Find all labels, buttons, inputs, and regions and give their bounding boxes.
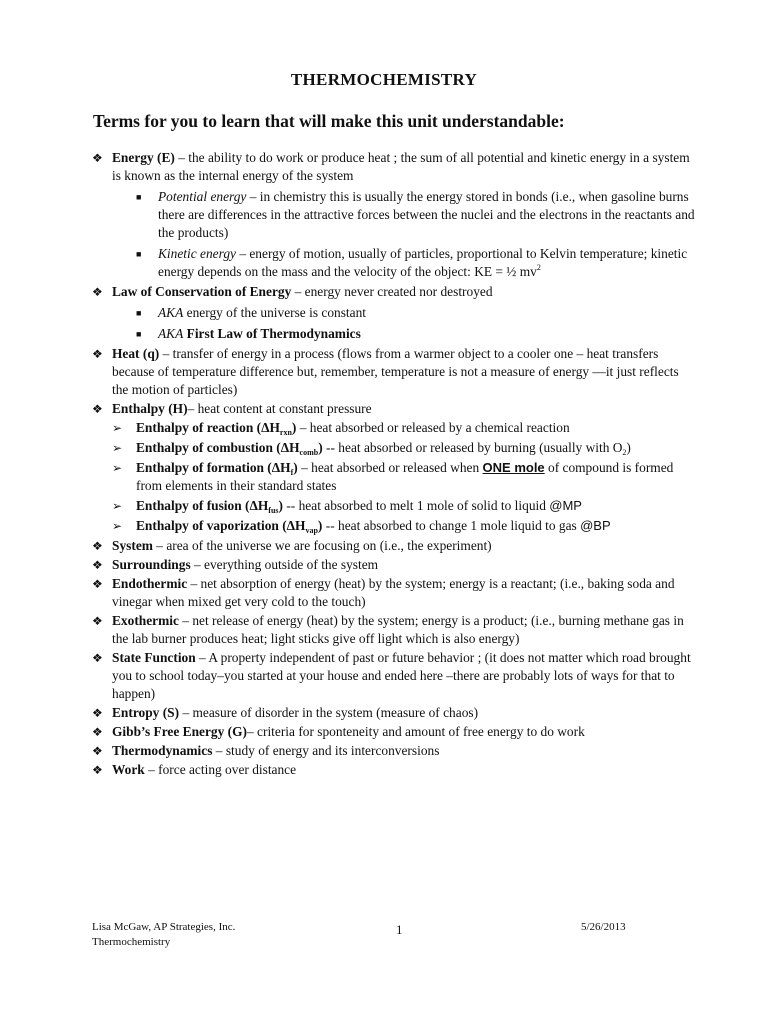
list-item-enthalpy: ❖ Enthalpy (H)– heat content at constant pressure — [92, 401, 372, 416]
list-item-conservation: ❖ Law of Conservation of Energy – energy never created nor destroyed — [92, 284, 493, 299]
diamond-bullet-icon: ❖ — [92, 725, 103, 739]
footer-date: 5/26/2013 — [581, 921, 626, 933]
page-title: THERMOCHEMISTRY — [290, 70, 478, 89]
list-item-work: ❖ Work – force acting over distance — [92, 762, 297, 777]
diamond-bullet-icon: ❖ — [92, 558, 103, 572]
square-bullet-icon: ■ — [136, 192, 142, 202]
list-item-endothermic: ❖ Endothermic – net absorption of energy (heat) by the system; energy is a reactant; (i.e., baking soda and vinegar when mixed get very cold to the touch) — [92, 576, 675, 609]
list-item-enthalpy-combustion: ➢ Enthalpy of combustion $(\Delta H_{comb})$ -- heat absorbed or released by burning (usually with $O_2$) — [112, 440, 631, 457]
list-item-aka-first-law: ■ AKA First Law of Thermodynamics — [136, 326, 361, 341]
diamond-bullet-icon: ❖ — [92, 402, 103, 416]
arrow-bullet-icon: ➢ — [112, 461, 123, 475]
diamond-bullet-icon: ❖ — [92, 577, 103, 591]
diamond-bullet-icon: ❖ — [92, 744, 103, 758]
footer-left — [92, 920, 235, 950]
diamond-bullet-icon: ❖ — [92, 706, 103, 720]
diamond-bullet-icon: ❖ — [92, 614, 103, 628]
arrow-bullet-icon: ➢ — [112, 519, 123, 533]
arrow-bullet-icon: ➢ — [112, 441, 123, 455]
diamond-bullet-icon: ❖ — [92, 651, 103, 665]
list-item-enthalpy-formation: ➢ Enthalpy of formation $(\Delta H_f)$ – heat absorbed or released when ONE mole of compound is formed from elements in their standard states — [112, 460, 674, 493]
diamond-bullet-icon: ❖ — [92, 763, 103, 777]
diamond-bullet-icon: ❖ — [92, 347, 103, 361]
list-item-heat: ❖ Heat (q) – transfer of energy in a process (flows from a warmer object to a cooler one – heat transfers because of temperature difference but, remember, temperature is not a measure of energy —it just reflects the motion of particles) — [92, 346, 679, 397]
terms-list — [0, 149, 768, 780]
list-item-state-function: ❖ State Function – A property independent of past or future behavior ; (it does not matter which road brought you to school today–you started at your house and ended here –there are probably lots of ways for that to happen) — [92, 650, 691, 701]
diamond-bullet-icon: ❖ — [92, 151, 103, 165]
square-bullet-icon: ■ — [136, 308, 142, 318]
footer-topic: Thermochemistry — [92, 936, 171, 948]
footer-author: Lisa McGaw, AP Strategies, Inc. — [92, 921, 236, 933]
arrow-bullet-icon: ➢ — [112, 499, 123, 513]
list-item-entropy: ❖ Entropy (S) – measure of disorder in the system (measure of chaos) — [92, 705, 479, 720]
list-item-gibbs: ❖ Gibb’s Free Energy (G)– criteria for sponteneity and amount of free energy to do work — [92, 724, 585, 739]
arrow-bullet-icon: ➢ — [112, 421, 123, 435]
list-item-enthalpy-reaction: ➢ Enthalpy of reaction $(\Delta H_{rxn})$ – heat absorbed or released by a chemical reaction — [112, 420, 570, 437]
square-bullet-icon: ■ — [136, 249, 142, 259]
list-item-aka-universe: ■ AKA energy of the universe is constant — [136, 305, 367, 320]
list-item-energy: ❖ Energy (E) – the ability to do work or produce heat ; the sum of all potential and kinetic energy in a system is known as the internal energy of the system — [92, 150, 690, 183]
list-item-enthalpy-fusion: ➢ Enthalpy of fusion $(\Delta H_{fus})$ -- heat absorbed to melt 1 mole of solid to liquid @MP — [112, 498, 582, 515]
list-item-thermodynamics: ❖ Thermodynamics – study of energy and its interconversions — [92, 743, 440, 758]
page-number: 1 — [396, 922, 403, 937]
list-item-surroundings: ❖ Surroundings – everything outside of the system — [92, 557, 379, 572]
list-item-exothermic: ❖ Exothermic – net release of energy (heat) by the system; energy is a product; (i.e., burning methane gas in the lab burner produces heat; light sticks give off light which is also energy) — [92, 613, 684, 646]
list-item-enthalpy-vaporization: ➢ Enthalpy of vaporization $(\Delta H_{vap})$ -- heat absorbed to change 1 mole liquid to gas @BP — [112, 518, 611, 535]
list-item-potential-energy: ■ Potential energy – in chemistry this is usually the energy stored in bonds (i.e., when gasoline burns there are differences in the attractive forces between the nuclei and the electrons in the reactants and the products) — [136, 189, 695, 240]
list-item-system: ❖ System – area of the universe we are focusing on (i.e., the experiment) — [92, 538, 492, 553]
square-bullet-icon: ■ — [136, 329, 142, 339]
list-item-kinetic-energy: ■ Kinetic energy – energy of motion, usually of particles, proportional to Kelvin temperature; kinetic energy depends on the mass and the velocity of the object: KE = ½ $mv^2$ — [136, 246, 688, 279]
diamond-bullet-icon: ❖ — [92, 539, 103, 553]
page-subtitle: Terms for you to learn that will make this unit understandable: — [93, 111, 565, 131]
diamond-bullet-icon: ❖ — [92, 285, 103, 299]
